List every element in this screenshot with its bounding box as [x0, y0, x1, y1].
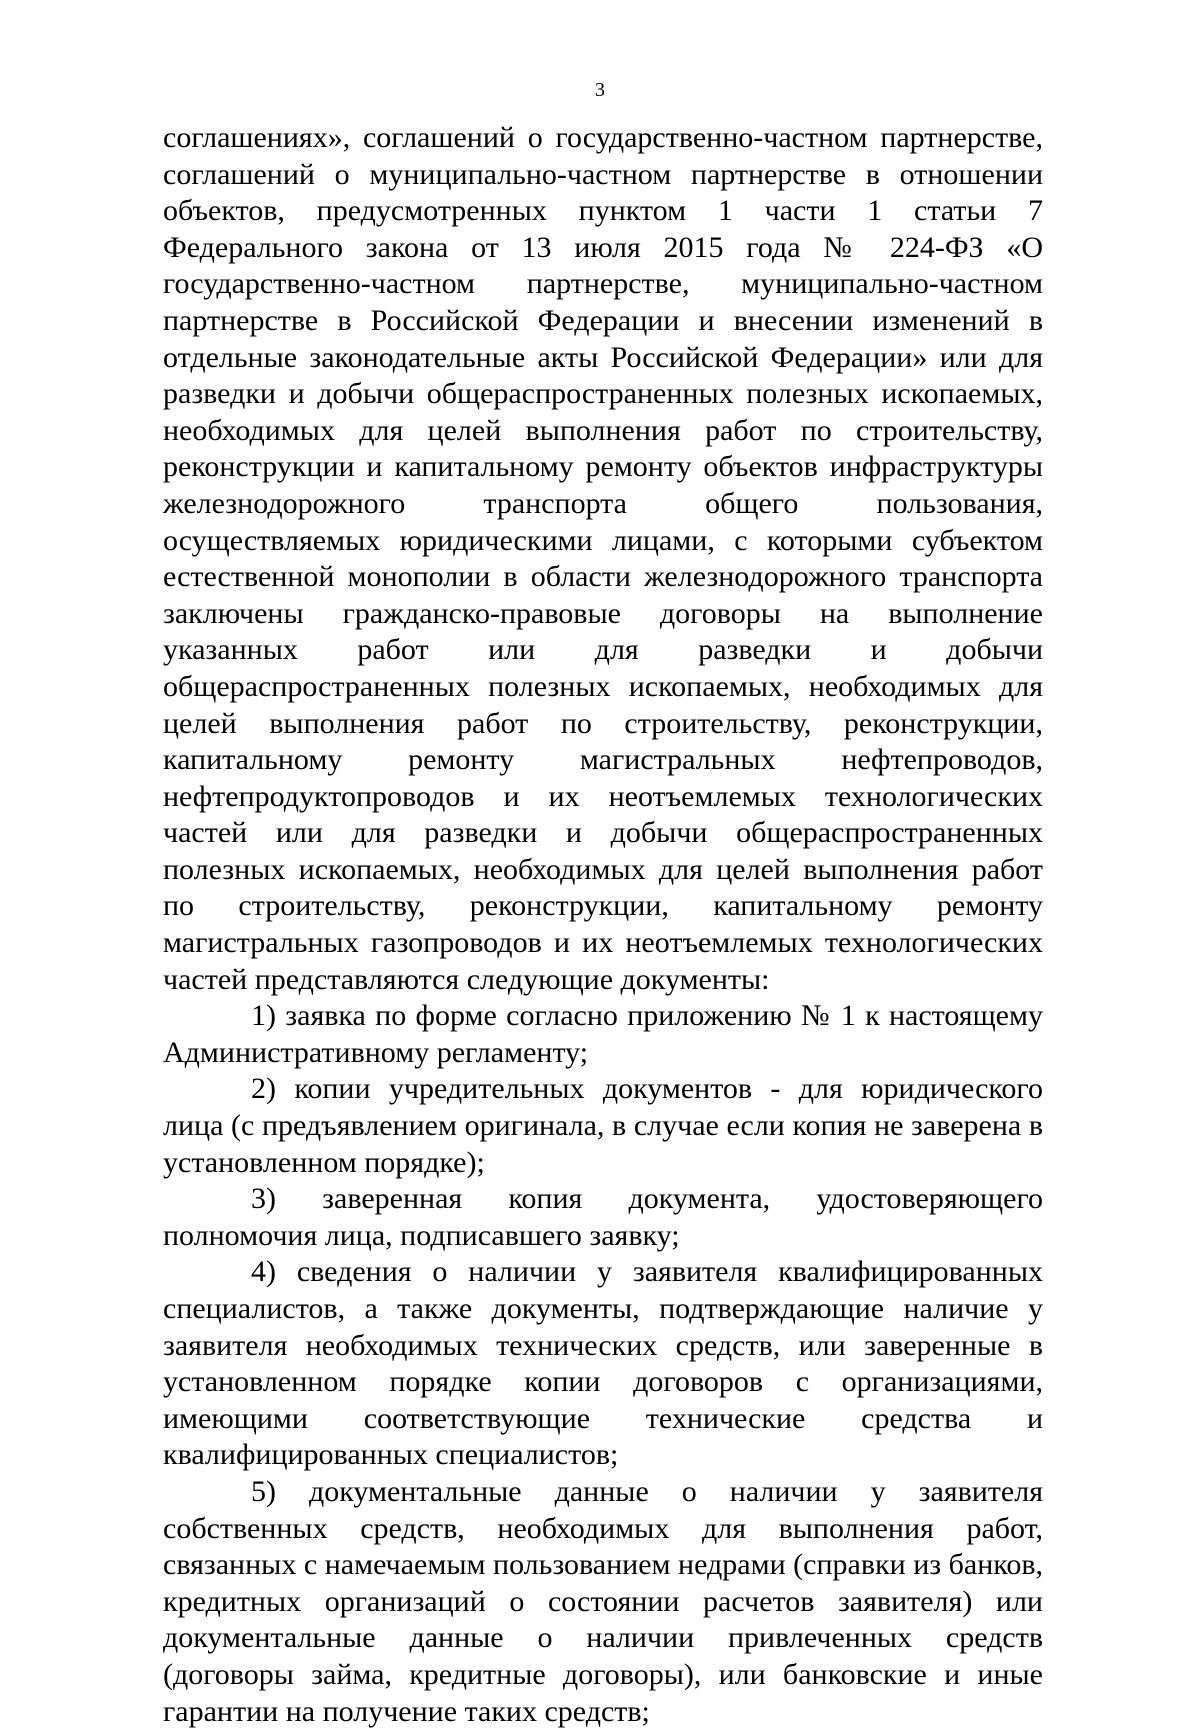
list-item-3: 3) заверенная копия документа, удостоверяющего полномочия лица, подписавшего заявку; [163, 1182, 1043, 1252]
page-number: 3 [595, 79, 605, 101]
paragraph-continuation: соглашениях», соглашений о государственно-частном партнерстве, соглашений о муниципально-частном партнерстве в отношении объектов, предусмотренных пунктом 1 части 1 статьи 7 Федерального закона от 13 июля 2015 года № 224-ФЗ «О государственно-частном партнерстве, муниципально-частном партнерстве в Российской Федерации и внесении изменений в отдельные законодательные акты Российской Федерации» или для разведки и добычи общераспространенных полезных ископаемых, необходимых для целей выполнения работ по строительству, реконструкции и капитальному ремонту объектов инфраструктуры железнодорожного транспорта общего пользования, осуществляемых юридическими лицами, с которыми субъектом естественной монополии в области железнодорожного транспорта заключены гражданско-правовые договоры на выполнение указанных работ или для разведки и добычи общераспространенных полезных ископаемых, необходимых для целей выполнения работ по строительству, реконструкции, капитальному ремонту магистральных нефтепроводов, нефтепродуктопроводов и их неотъемлемых технологических частей или для разведки и добычи общераспространенных полезных ископаемых, необходимых для целей выполнения работ по строительству, реконструкции, капитальному ремонту магистральных газопроводов и их неотъемлемых технологических частей представляются следующие документы: [163, 121, 1043, 996]
document-body [163, 120, 1043, 1730]
list-item-5: 5) документальные данные о наличии у заявителя собственных средств, необходимых для выполнения работ, связанных с намечаемым пользованием недрами (справки из банков, кредитных организаций о состоянии расчетов заявителя) или документальные данные о наличии привлеченных средств (договоры займа, кредитные договоры), или банковские и иные гарантии на получение таких средств; [163, 1474, 1043, 1728]
list-item-4: 4) сведения о наличии у заявителя квалифицированных специалистов, а также документы, подтверждающие наличие у заявителя необходимых технических средств, или заверенные в установленном порядке копии договоров с организациями, имеющими соответствующие технические средства и квалифицированных специалистов; [163, 1255, 1043, 1472]
list-item-2: 2) копии учредительных документов - для юридического лица (с предъявлением оригинала, в случае если копия не заверена в установленном порядке); [163, 1072, 1043, 1179]
list-item-1: 1) заявка по форме согласно приложению № 1 к настоящему Административному регламенту; [163, 999, 1043, 1069]
